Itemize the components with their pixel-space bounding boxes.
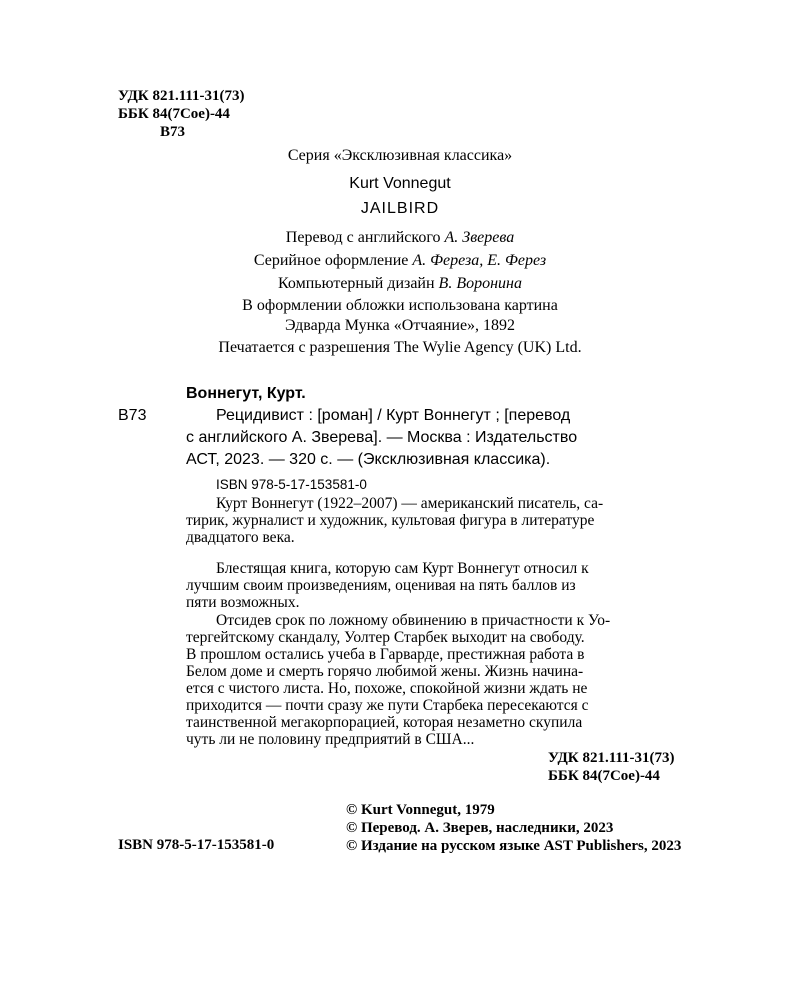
copyright-translation: © Перевод. А. Зверев, наследники, 2023 [346,820,614,836]
udk-code-top: УДК 821.111-31(73) [118,88,245,104]
p2-line-4: Белом доме и смерть горячо любимой жены. Жизнь начина- [186,663,584,680]
p2-line-3: В прошлом остались учеба в Гарварде, престижная работа в [186,646,585,663]
bbk-code-bottom: ББК 84(7Сое)-44 [548,768,660,784]
p2-line-2: тергейтскому скандалу, Уолтер Старбек выходит на свободу. [186,629,585,646]
bio-line-1: Курт Воннегут (1922–2007) — американский писатель, са- [216,495,604,512]
credit-computer-design [0,275,800,293]
copyright-original: © Kurt Vonnegut, 1979 [346,802,495,818]
original-title: JAILBIRD [360,200,440,217]
author-mark-top: В73 [160,124,186,140]
cover-credit-line-1: В оформлении обложки использована картина [242,297,558,314]
p2-line-8: чуть ли не половину предприятий в США... [186,731,475,748]
udk-code-bottom: УДК 821.111-31(73) [548,750,675,766]
credit-translation [0,229,800,247]
p2-line-1: Отсидев срок по ложному обвинению в причастности к Уо- [216,612,611,629]
p2-line-5: ется с чистого листа. Но, похоже, спокойной жизни ждать не [186,680,588,697]
copyright-edition: © Издание на русском языке AST Publishers, 2023 [346,838,682,854]
bbk-code-top: ББК 84(7Сое)-44 [118,106,230,122]
catalog-line-3: АСТ, 2023. — 320 с. — (Эксклюзивная классика). [186,451,551,468]
p2-line-7: таинственной мегакорпорацией, которая незаметно скупила [186,714,583,731]
catalog-heading: Воннегут, Курт. [186,385,306,402]
catalog-isbn: ISBN 978-5-17-153581-0 [216,477,367,492]
credit-serial-design-label: Серийное оформление [253,252,413,269]
credit-translation-label: Перевод с английского [285,229,445,246]
footer-isbn: ISBN 978-5-17-153581-0 [118,837,275,853]
cover-credit-line-2: Эдварда Мунка «Отчаяние», 1892 [284,317,516,334]
bio-line-2: тирик, журналист и художник, культовая фигура в литературе [186,512,595,529]
permission-line: Печатается с разрешения The Wylie Agency (UK) Ltd. [218,339,582,356]
credit-serial-design-name: А. Фереза, Е. Ферез [412,252,547,269]
p1-line-3: пяти возможных. [186,594,300,611]
bio-line-3: двадцатого века. [186,529,295,546]
catalog-mark: В73 [118,407,147,424]
credit-translation-name: А. Зверева [444,229,515,246]
original-author: Kurt Vonnegut [349,175,451,192]
credit-computer-design-label: Компьютерный дизайн [278,275,439,292]
p1-line-2: лучшим своим произведениям, оценивая на пять баллов из [186,577,576,594]
catalog-line-2: с английского А. Зверева]. — Москва : Издательство [186,429,578,446]
catalog-line-1: Рецидивист : [роман] / Курт Воннегут ; [перевод [216,407,571,424]
credit-computer-design-name: В. Воронина [438,275,522,292]
credit-serial-design [0,252,800,270]
p2-line-6: приходится — почти сразу же пути Старбека пересекаются с [186,697,589,714]
series-line: Серия «Эксклюзивная классика» [287,147,513,164]
p1-line-1: Блестящая книга, которую сам Курт Воннегут относил к [216,560,589,577]
